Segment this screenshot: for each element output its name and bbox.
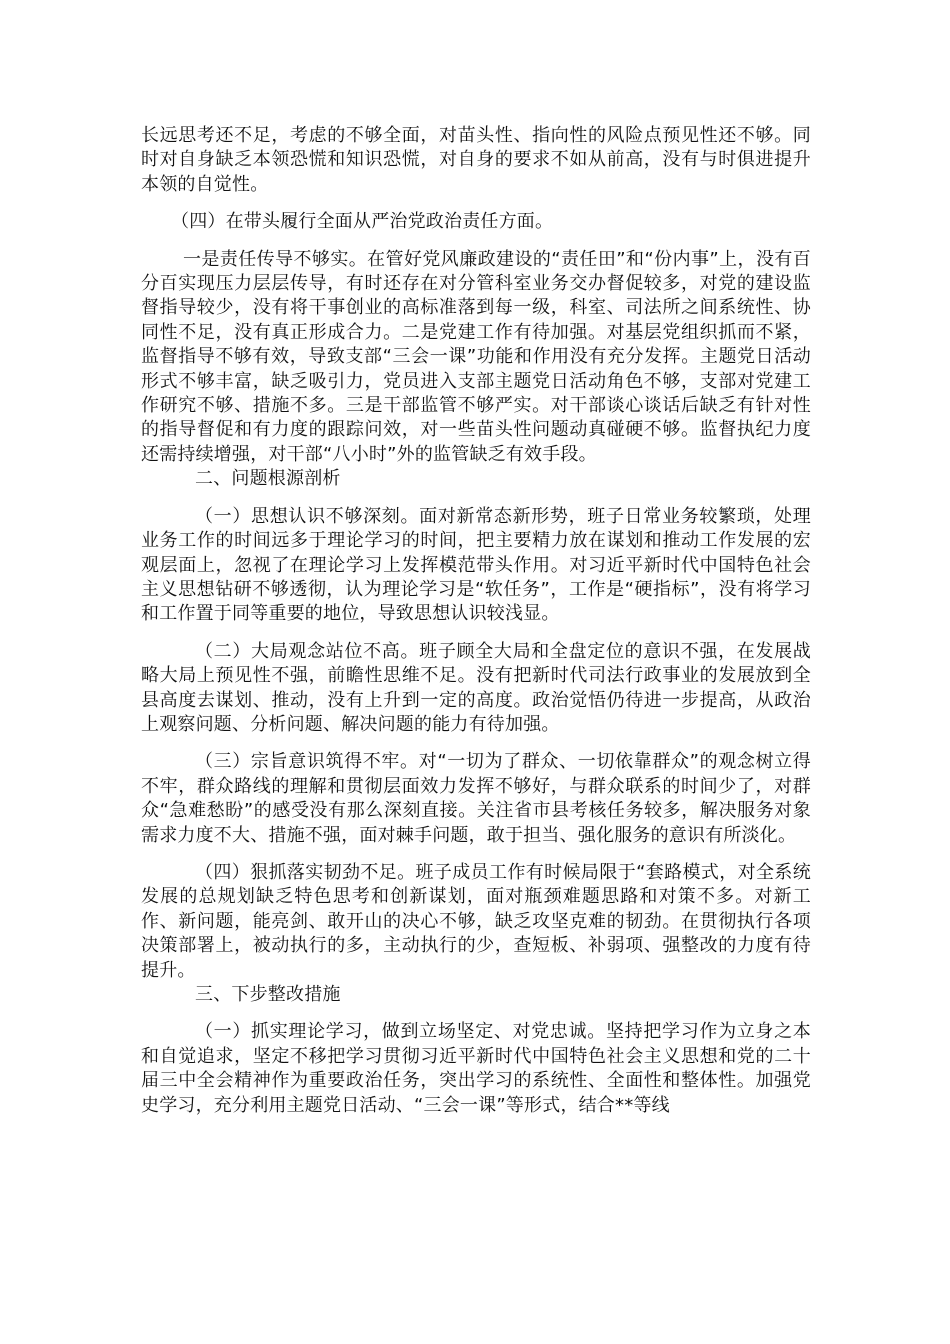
document-body — [141, 124, 811, 1118]
section-heading-measures: 三、下步整改措施 — [195, 984, 341, 1005]
paragraph-responsibility: 一是责任传导不够实。在管好党风廉政建设的“责任田”和“份内事”上，没有百分百实现压力层层传导，有时还存在对分管科室业务交办督促较多，对党的建设监督指导较少，没有将干事创业的高标准落到每一级，科室、司法所之间系统性、协同性不足，没有真正形成合力。二是党建工作有待加强。对基层党组织抓而不紧，监督指导不够有效，导致支部“三会一课”功能和作用没有充分发挥。主题党日活动形式不够丰富，缺乏吸引力，党员进入支部主题党日活动角色不够，支部对党建工作研究不够、措施不多。三是干部监管不够严实。对干部谈心谈话后缺乏有针对性的指导督促和有力度的跟踪问效，对一些苗头性问题动真碰硬不够。监督执纪力度还需持续增强，对干部“八小时”外的监管缺乏有效手段。 — [141, 248, 811, 465]
paragraph-cause-3: （三）宗旨意识筑得不牢。对“一切为了群众、一切依靠群众”的观念树立得不牢，群众路线的理解和贯彻层面效力发挥不够好，与群众联系的时间少了，对群众“急难愁盼”的感受没有那么深刻直接。关注省市县考核任务较多，解决服务对象需求力度不大、措施不强，面对棘手问题，敢于担当、强化服务的意识有所淡化。 — [141, 751, 811, 846]
paragraph-cause-2: （二）大局观念站位不高。班子顾全大局和全盘定位的意识不强，在发展战略大局上预见性不强，前瞻性思维不足。没有把新时代司法行政事业的发展放到全县高度去谋划、推动，没有上升到一定的高度。政治觉悟仍待进一步提高，从政治上观察问题、分析问题、解决问题的能力有待加强。 — [141, 640, 811, 735]
paragraph-cause-1: （一）思想认识不够深刻。面对新常态新形势，班子日常业务较繁琐，处理业务工作的时间远多于理论学习的时间，把主要精力放在谋划和推动工作发展的宏观层面上，忽视了在理论学习上发挥模范带头作用。对习近平新时代中国特色社会主义思想钻研不够透彻，认为理论学习是“软任务”，工作是“硬指标”，没有将学习和工作置于同等重要的地位，导致思想认识较浅显。 — [141, 505, 811, 625]
paragraph-cause-4: （四）狠抓落实韧劲不足。班子成员工作有时候局限于“套路模式，对全系统发展的总规划缺乏特色思考和创新谋划，面对瓶颈难题思路和对策不多。对新工作、新问题，能亮剑、敢开山的决心不够，缺乏攻坚克难的韧劲。在贯彻执行各项决策部署上，被动执行的多，主动执行的少，查短板、补弱项、强整改的力度有待提升。 — [141, 861, 811, 981]
subsection-heading-4: （四）在带头履行全面从严治党政治责任方面。 — [171, 211, 554, 233]
paragraph-measure-1: （一）抓实理论学习，做到立场坚定、对党忠诚。坚持把学习作为立身之本和自觉追求，坚定不移把学习贯彻习近平新时代中国特色社会主义思想和党的二十届三中全会精神作为重要政治任务，突出学习的系统性、全面性和整体性。加强党史学习，充分利用主题党日活动、“三会一课”等形式，结合**等线 — [141, 1021, 811, 1116]
section-heading-root-cause: 二、问题根源剖析 — [195, 468, 341, 490]
paragraph-continuation: 长远思考还不足，考虑的不够全面，对苗头性、指向性的风险点预见性还不够。同时对自身缺乏本领恐慌和知识恐慌，对自身的要求不如从前高，没有与时俱进提升本领的自觉性。 — [141, 125, 811, 195]
